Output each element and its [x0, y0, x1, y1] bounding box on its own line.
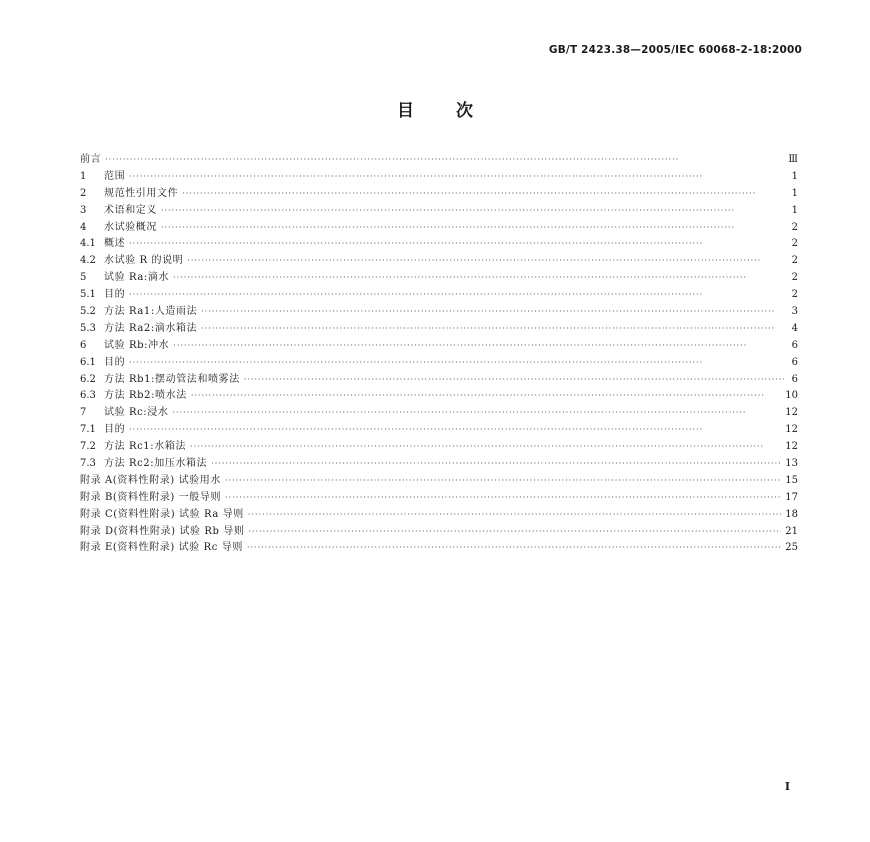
toc-entry-number: 6.2	[80, 373, 96, 385]
toc-entry-number: 3	[80, 204, 87, 216]
toc-entry-number: 5.3	[80, 322, 96, 334]
toc-entry	[80, 285, 798, 302]
toc-entry	[80, 370, 798, 387]
toc-leader-dots	[161, 206, 784, 215]
toc-entry-page: 13	[785, 458, 798, 470]
toc-entry-number: 6.3	[80, 390, 96, 402]
toc-entry-number: 6	[80, 339, 87, 351]
toc-entry-number: 5.1	[80, 289, 96, 301]
toc-leader-dots	[129, 172, 784, 181]
toc-leader-dots	[129, 425, 781, 434]
toc-entry-page: 4	[791, 322, 798, 334]
toc-entry-label: 方法 Rc2:加压水箱法	[104, 458, 208, 470]
toc-entry-label: 附录 C(资料性附录) 试验 Ra 导则	[80, 508, 244, 520]
toc-entry-page: 1	[791, 187, 798, 199]
toc-entry-page: 6	[791, 356, 798, 368]
toc-entry-page: 6	[791, 339, 798, 351]
toc-entry	[80, 420, 798, 437]
toc-entry-number: 4.2	[80, 255, 96, 267]
toc-entry-label: 规范性引用文件	[104, 187, 179, 199]
page-title: 目次	[397, 101, 515, 121]
toc-entry-page: 15	[785, 474, 798, 486]
toc-entry-page: 12	[785, 424, 798, 436]
page-number: I	[784, 780, 790, 793]
toc-entry-label: 试验 Ra:滴水	[104, 272, 170, 284]
toc-entry-page: 2	[791, 238, 798, 250]
toc-entry-number: 5.2	[80, 306, 96, 318]
toc-entry-page: 10	[785, 390, 798, 402]
toc-entry-number: 6.1	[80, 356, 96, 368]
toc-entry-page: Ⅲ	[788, 154, 798, 165]
toc-entry	[80, 201, 798, 218]
toc-entry-label: 方法 Ra2:滴水箱法	[104, 322, 198, 334]
toc-leader-dots	[105, 155, 784, 164]
toc-entry	[80, 454, 798, 471]
toc-entry-number: 1	[80, 170, 87, 182]
toc-entry-number: 4	[80, 221, 87, 233]
toc-entry-label: 方法 Rb1:摆动管法和喷雾法	[104, 373, 240, 385]
toc-leader-dots	[190, 442, 781, 451]
toc-leader-dots	[187, 256, 784, 265]
toc-entry	[80, 268, 798, 285]
table-of-contents	[80, 150, 798, 555]
toc-entry-page: 18	[785, 508, 798, 520]
toc-entry	[80, 184, 798, 201]
toc-entry-label: 附录 B(资料性附录) 一般导则	[80, 491, 222, 503]
toc-entry-page: 1	[791, 170, 798, 182]
toc-entry-label: 方法 Rb2:喷水法	[104, 390, 187, 402]
toc-entry	[80, 234, 798, 251]
toc-entry-page: 12	[785, 407, 798, 419]
toc-entry-number: 7	[80, 407, 87, 419]
toc-entry-label: 水试验概况	[104, 221, 157, 233]
toc-leader-dots	[129, 290, 784, 299]
toc-entry-page: 3	[791, 306, 798, 318]
toc-entry	[80, 150, 798, 167]
toc-entry-number: 5	[80, 272, 87, 284]
toc-entry	[80, 218, 798, 235]
toc-leader-dots	[248, 510, 781, 519]
toc-entry-page: 2	[791, 289, 798, 301]
toc-entry-label: 水试验 R 的说明	[104, 255, 184, 267]
toc-leader-dots	[172, 408, 781, 417]
toc-entry-number: 2	[80, 187, 87, 199]
toc-entry-label: 试验 Rc:浸水	[104, 407, 169, 419]
standard-number: GB/T 2423.38—2005/IEC 60068-2-18:2000	[548, 44, 802, 56]
toc-entry-label: 方法 Rc1:水箱法	[104, 441, 187, 453]
toc-leader-dots	[129, 239, 784, 248]
toc-entry-page: 2	[791, 255, 798, 267]
toc-entry-page: 2	[791, 272, 798, 284]
toc-entry-number: 7.3	[80, 458, 96, 470]
toc-entry-number: 7.1	[80, 424, 96, 436]
toc-entry	[80, 386, 798, 403]
toc-entry-label: 目的	[104, 424, 126, 436]
toc-entry-label: 前言	[80, 154, 102, 165]
toc-leader-dots	[225, 493, 781, 502]
toc-entry-page: 17	[785, 491, 798, 503]
toc-entry	[80, 336, 798, 353]
toc-leader-dots	[247, 543, 781, 552]
toc-leader-dots	[129, 358, 784, 367]
toc-entry-label: 附录 E(资料性附录) 试验 Rc 导则	[80, 542, 243, 554]
toc-entry	[80, 505, 798, 522]
toc-entry-page: 6	[791, 373, 798, 385]
toc-entry-label: 概述	[104, 238, 126, 250]
toc-leader-dots	[182, 189, 784, 198]
toc-entry-label: 附录 A(资料性附录) 试验用水	[80, 474, 221, 486]
toc-leader-dots	[248, 527, 781, 536]
toc-entry	[80, 319, 798, 336]
toc-entry-page: 21	[785, 525, 798, 537]
toc-entry-page: 12	[785, 441, 798, 453]
toc-entry-label: 方法 Ra1:人造雨法	[104, 306, 198, 318]
toc-entry-label: 试验 Rb:冲水	[104, 339, 170, 351]
toc-entry	[80, 437, 798, 454]
toc-entry-number: 7.2	[80, 441, 96, 453]
toc-leader-dots	[173, 341, 784, 350]
toc-entry-label: 目的	[104, 289, 126, 301]
toc-entry	[80, 353, 798, 370]
toc-entry	[80, 167, 798, 184]
toc-entry	[80, 538, 798, 555]
toc-entry-label: 目的	[104, 356, 126, 368]
toc-entry-label: 术语和定义	[104, 204, 157, 216]
toc-leader-dots	[201, 324, 784, 333]
toc-entry-label: 附录 D(资料性附录) 试验 Rb 导则	[80, 525, 245, 537]
toc-entry-label: 范围	[104, 170, 126, 182]
toc-entry-page: 25	[785, 542, 798, 554]
toc-entry	[80, 522, 798, 539]
toc-entry-page: 1	[791, 204, 798, 216]
toc-entry	[80, 302, 798, 319]
toc-leader-dots	[161, 223, 784, 232]
toc-entry-number: 4.1	[80, 238, 96, 250]
toc-entry	[80, 251, 798, 268]
toc-entry	[80, 471, 798, 488]
toc-entry	[80, 488, 798, 505]
toc-leader-dots	[201, 307, 784, 316]
toc-leader-dots	[173, 273, 784, 282]
toc-leader-dots	[191, 391, 781, 400]
toc-entry	[80, 403, 798, 420]
toc-entry-page: 2	[791, 221, 798, 233]
toc-leader-dots	[225, 476, 781, 485]
toc-leader-dots	[211, 459, 781, 468]
toc-leader-dots	[244, 375, 784, 384]
